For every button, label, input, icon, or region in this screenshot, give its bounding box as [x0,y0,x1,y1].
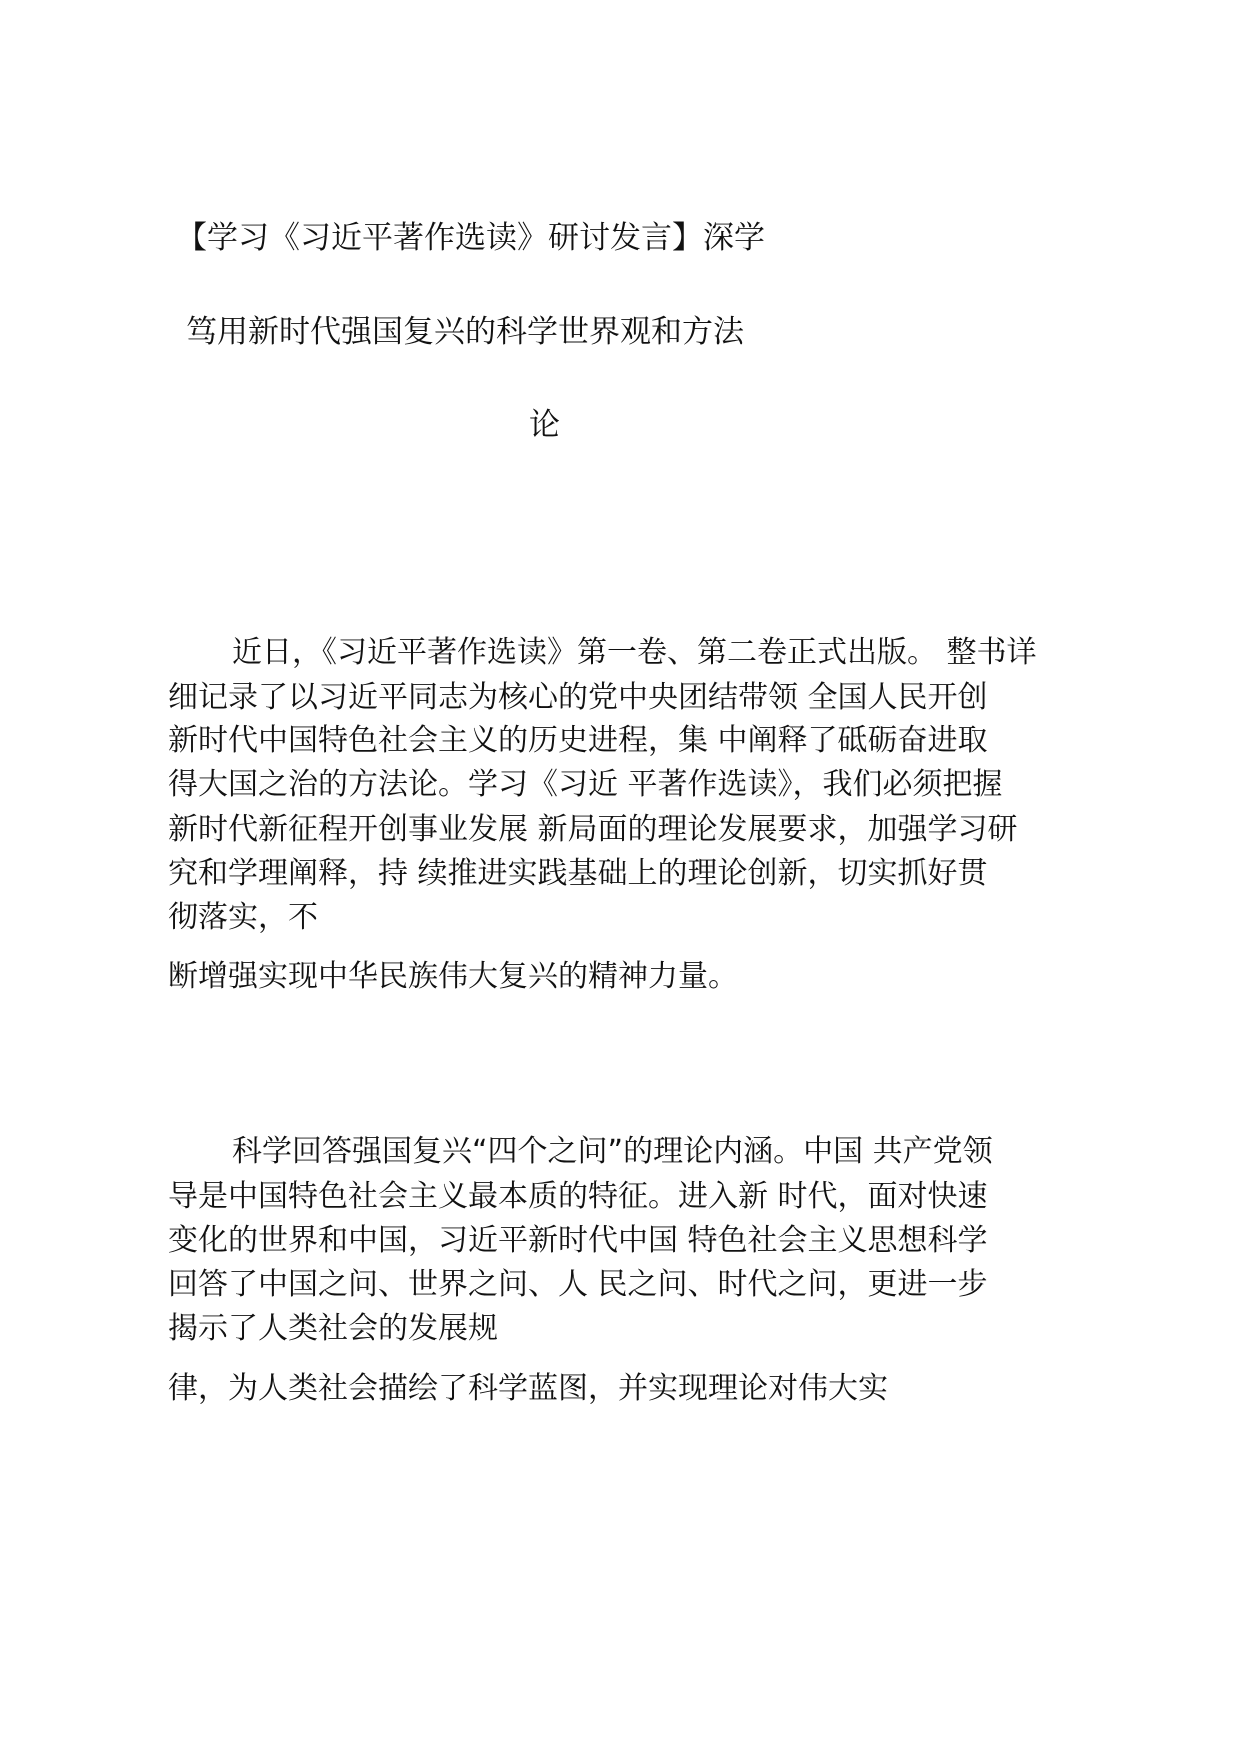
paragraph-line: 科学回答强国复兴“四个之问”的理论内涵。中国 共产党领 [232,1134,993,1169]
title-line-3: 论 [529,407,560,443]
paragraph-line: 近日，《习近平著作选读》第一卷、第二卷正式出版。 整书详 [232,635,1037,670]
title-line-2: 笃用新时代强国复兴的科学世界观和方法 [186,314,744,350]
paragraph-line: 彻落实，不 [168,900,318,935]
title-line-1: 【学习《习近平著作选读》研讨发言】深学 [176,220,765,256]
paragraph-line: 断增强实现中华民族伟大复兴的精神力量。 [168,959,738,994]
paragraph-line: 细记录了以习近平同志为核心的党中央团结带领 全国人民开创 [168,680,988,715]
paragraph-line: 回答了中国之问、世界之问、人 民之问、时代之问，更进一步 [168,1267,988,1302]
paragraph-line: 新时代新征程开创事业发展 新局面的理论发展要求，加强学习研 [168,812,1018,847]
paragraph-line: 得大国之治的方法论。学习《习近 平著作选读》，我们必须把握 [168,767,1003,802]
paragraph-line: 究和学理阐释，持 续推进实践基础上的理论创新，切实抓好贯 [168,856,988,891]
paragraph-line: 导是中国特色社会主义最本质的特征。进入新 时代，面对快速 [168,1179,988,1214]
paragraph-line: 变化的世界和中国，习近平新时代中国 特色社会主义思想科学 [168,1223,988,1258]
paragraph-line: 律，为人类社会描绘了科学蓝图，并实现理论对伟大实 [168,1371,888,1406]
paragraph-line: 新时代中国特色社会主义的历史进程，集 中阐释了砥砺奋进取 [168,723,988,758]
paragraph-line: 揭示了人类社会的发展规 [168,1311,498,1346]
